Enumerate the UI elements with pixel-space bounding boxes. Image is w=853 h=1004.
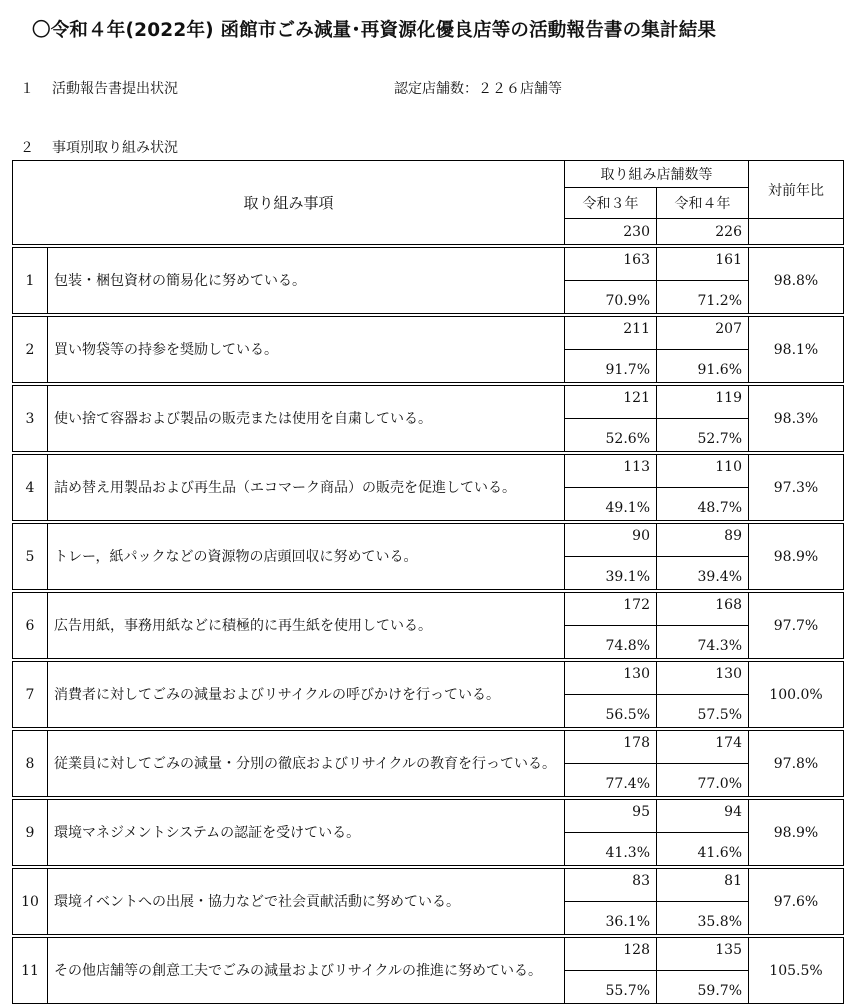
header-ratio-blank (749, 219, 844, 245)
table-row (13, 731, 844, 764)
yoy-ratio: 97.6% (749, 869, 844, 935)
percent-reiwa4: 35.8% (657, 902, 749, 935)
table-row (13, 455, 844, 488)
certified-stores-count: 認定店舗数：２２６店舗等 (394, 81, 562, 97)
percent-reiwa3: 49.1% (565, 488, 657, 521)
count-reiwa3: 83 (565, 869, 657, 902)
percent-reiwa3: 91.7% (565, 350, 657, 383)
row-description: 広告用紙，事務用紙などに積極的に再生紙を使用している。 (48, 593, 565, 659)
count-reiwa3: 113 (565, 455, 657, 488)
percent-reiwa4: 41.6% (657, 833, 749, 866)
row-description: 詰め替え用製品および再生品（エコマーク商品）の販売を促進している。 (48, 455, 565, 521)
percent-reiwa3: 41.3% (565, 833, 657, 866)
table-row (13, 317, 844, 350)
row-index: 8 (13, 731, 48, 797)
table-row (13, 248, 844, 281)
total-reiwa4: 226 (657, 219, 749, 245)
row-description: 買い物袋等の持参を奨励している。 (48, 317, 565, 383)
percent-reiwa3: 56.5% (565, 695, 657, 728)
percent-reiwa4: 57.5% (657, 695, 749, 728)
percent-reiwa4: 52.7% (657, 419, 749, 452)
percent-reiwa3: 74.8% (565, 626, 657, 659)
percent-reiwa3: 70.9% (565, 281, 657, 314)
count-reiwa3: 163 (565, 248, 657, 281)
header-reiwa3: 令和３年 (565, 188, 657, 219)
percent-reiwa3: 52.6% (565, 419, 657, 452)
row-index: 3 (13, 386, 48, 452)
count-reiwa3: 178 (565, 731, 657, 764)
count-reiwa4: 130 (657, 662, 749, 695)
row-index: 11 (13, 938, 48, 1004)
count-reiwa4: 94 (657, 800, 749, 833)
yoy-ratio: 100.0% (749, 662, 844, 728)
percent-reiwa4: 39.4% (657, 557, 749, 590)
section-1-number: １ (20, 81, 34, 97)
percent-reiwa3: 36.1% (565, 902, 657, 935)
row-description: その他店舗等の創意工夫でごみの減量およびリサイクルの推進に努めている。 (48, 938, 565, 1004)
table-row (13, 662, 844, 695)
count-reiwa4: 89 (657, 524, 749, 557)
yoy-ratio: 98.8% (749, 248, 844, 314)
percent-reiwa4: 48.7% (657, 488, 749, 521)
header-store-count: 取り組み店舗数等 (565, 161, 749, 188)
section-2-label: 事項別取り組み状況 (52, 140, 178, 156)
percent-reiwa3: 77.4% (565, 764, 657, 797)
yoy-ratio: 97.7% (749, 593, 844, 659)
percent-reiwa3: 55.7% (565, 971, 657, 1004)
row-description: 消費者に対してごみの減量およびリサイクルの呼びかけを行っている。 (48, 662, 565, 728)
row-description: 使い捨て容器および製品の販売または使用を自粛している。 (48, 386, 565, 452)
yoy-ratio: 97.3% (749, 455, 844, 521)
percent-reiwa4: 59.7% (657, 971, 749, 1004)
table-row (13, 386, 844, 419)
percent-reiwa4: 74.3% (657, 626, 749, 659)
row-index: 2 (13, 317, 48, 383)
yoy-ratio: 97.8% (749, 731, 844, 797)
percent-reiwa4: 77.0% (657, 764, 749, 797)
count-reiwa4: 207 (657, 317, 749, 350)
row-index: 9 (13, 800, 48, 866)
row-description: 環境イベントへの出展・協力などで社会貢献活動に努めている。 (48, 869, 565, 935)
section-1-label: 活動報告書提出状況 (52, 81, 178, 97)
count-reiwa3: 95 (565, 800, 657, 833)
count-reiwa4: 119 (657, 386, 749, 419)
count-reiwa3: 211 (565, 317, 657, 350)
yoy-ratio: 98.9% (749, 524, 844, 590)
row-index: 5 (13, 524, 48, 590)
yoy-ratio: 105.5% (749, 938, 844, 1004)
table-row (13, 593, 844, 626)
row-index: 4 (13, 455, 48, 521)
count-reiwa3: 128 (565, 938, 657, 971)
count-reiwa4: 168 (657, 593, 749, 626)
row-index: 10 (13, 869, 48, 935)
count-reiwa3: 130 (565, 662, 657, 695)
percent-reiwa4: 91.6% (657, 350, 749, 383)
table-row (13, 938, 844, 971)
table-row (13, 869, 844, 902)
row-description: 従業員に対してごみの減量・分別の徹底およびリサイクルの教育を行っている。 (48, 731, 565, 797)
count-reiwa3: 121 (565, 386, 657, 419)
header-yoy-ratio: 対前年比 (749, 161, 844, 219)
percent-reiwa4: 71.2% (657, 281, 749, 314)
header-reiwa4: 令和４年 (657, 188, 749, 219)
section-1 (20, 78, 178, 98)
table-row (13, 800, 844, 833)
yoy-ratio: 98.1% (749, 317, 844, 383)
count-reiwa4: 110 (657, 455, 749, 488)
row-description: 包装・梱包資材の簡易化に努めている。 (48, 248, 565, 314)
row-index: 7 (13, 662, 48, 728)
activity-table (12, 160, 844, 1004)
count-reiwa4: 135 (657, 938, 749, 971)
page-title: 〇令和４年(2022年) 函館市ごみ減量･再資源化優良店等の活動報告書の集計結果 (32, 20, 717, 41)
count-reiwa3: 172 (565, 593, 657, 626)
count-reiwa3: 90 (565, 524, 657, 557)
table-row (13, 524, 844, 557)
row-description: 環境マネジメントシステムの認証を受けている。 (48, 800, 565, 866)
section-2-number: ２ (20, 140, 34, 156)
header-item: 取り組み事項 (13, 161, 565, 245)
row-index: 6 (13, 593, 48, 659)
yoy-ratio: 98.9% (749, 800, 844, 866)
percent-reiwa3: 39.1% (565, 557, 657, 590)
section-2 (20, 137, 178, 157)
row-index: 1 (13, 248, 48, 314)
yoy-ratio: 98.3% (749, 386, 844, 452)
count-reiwa4: 174 (657, 731, 749, 764)
total-reiwa3: 230 (565, 219, 657, 245)
row-description: トレー，紙パックなどの資源物の店頭回収に努めている。 (48, 524, 565, 590)
count-reiwa4: 81 (657, 869, 749, 902)
count-reiwa4: 161 (657, 248, 749, 281)
